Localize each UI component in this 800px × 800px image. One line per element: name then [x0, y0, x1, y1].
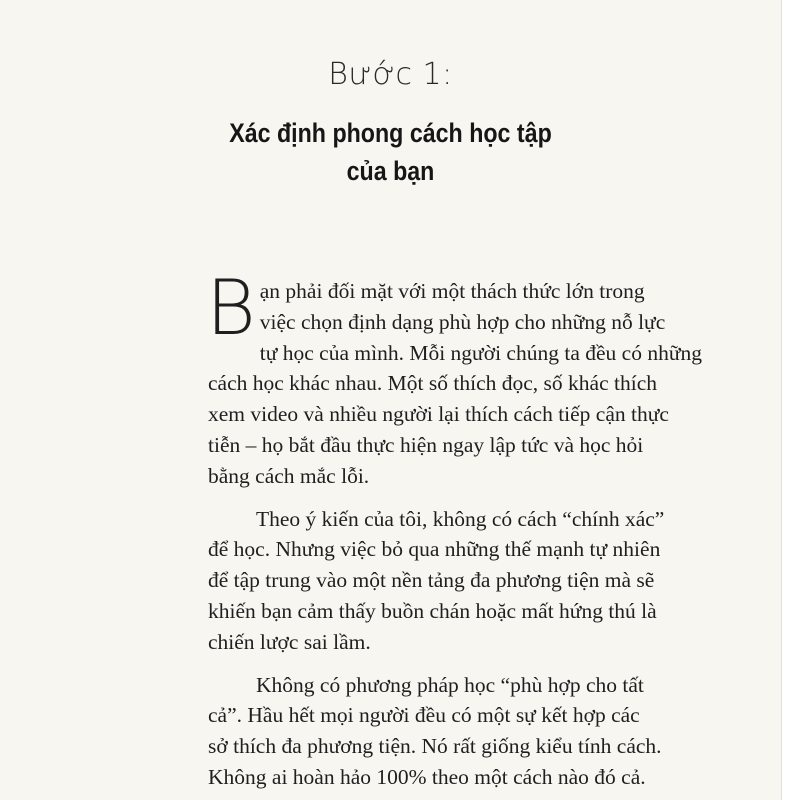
paragraph-1 — [206, 263, 702, 492]
text-line: cả”. Hầu hết mọi người đều có một sự kết hợp các — [208, 703, 640, 728]
text-line: bằng cách mắc lỗi. — [208, 463, 370, 488]
text-line: Không ai hoàn hảo 100% theo một cách nào đó cả. — [208, 764, 646, 789]
chapter-title-line: của bạn — [346, 156, 435, 186]
text-line: ạn phải đối mặt với một thách thức lớn trong — [259, 279, 645, 303]
chapter-title-line: Xác định phong cách học tập — [229, 118, 552, 148]
drop-cap: B — [206, 263, 256, 352]
body-text — [206, 263, 702, 793]
text-line: tiễn – họ bắt đầu thực hiện ngay lập tức và học hỏi — [208, 432, 644, 457]
paragraph-2 — [208, 504, 665, 658]
page-edge — [781, 0, 800, 800]
text-line: cách học khác nhau. Một số thích đọc, số khác thích — [208, 371, 657, 396]
text-line: sở thích đa phương tiện. Nó rất giống kiểu tính cách. — [208, 734, 662, 759]
text-line: việc chọn định dạng phù hợp cho những nỗ lực — [259, 309, 666, 334]
text-line: chiến lược sai lầm. — [208, 629, 371, 654]
text-line: Theo ý kiến của tôi, không có cách “chính xác” — [256, 506, 665, 531]
text-line: để học. Nhưng việc bỏ qua những thế mạnh tự nhiên — [208, 537, 661, 562]
chapter-title — [55, 114, 727, 190]
paragraph-3 — [208, 670, 662, 793]
text-line: tự học của mình. Mỗi người chúng ta đều có những — [259, 340, 702, 365]
text-line: để tập trung vào một nền tảng đa phương tiện mà sẽ — [208, 568, 655, 593]
text-line: xem video và nhiều người lại thích cách tiếp cận thực — [208, 402, 669, 427]
text-line: khiến bạn cảm thấy buồn chán hoặc mất hứng thú là — [208, 598, 657, 623]
step-label: Bước 1: — [328, 57, 453, 92]
text-line: Không có phương pháp học “phù hợp cho tất — [256, 672, 644, 697]
